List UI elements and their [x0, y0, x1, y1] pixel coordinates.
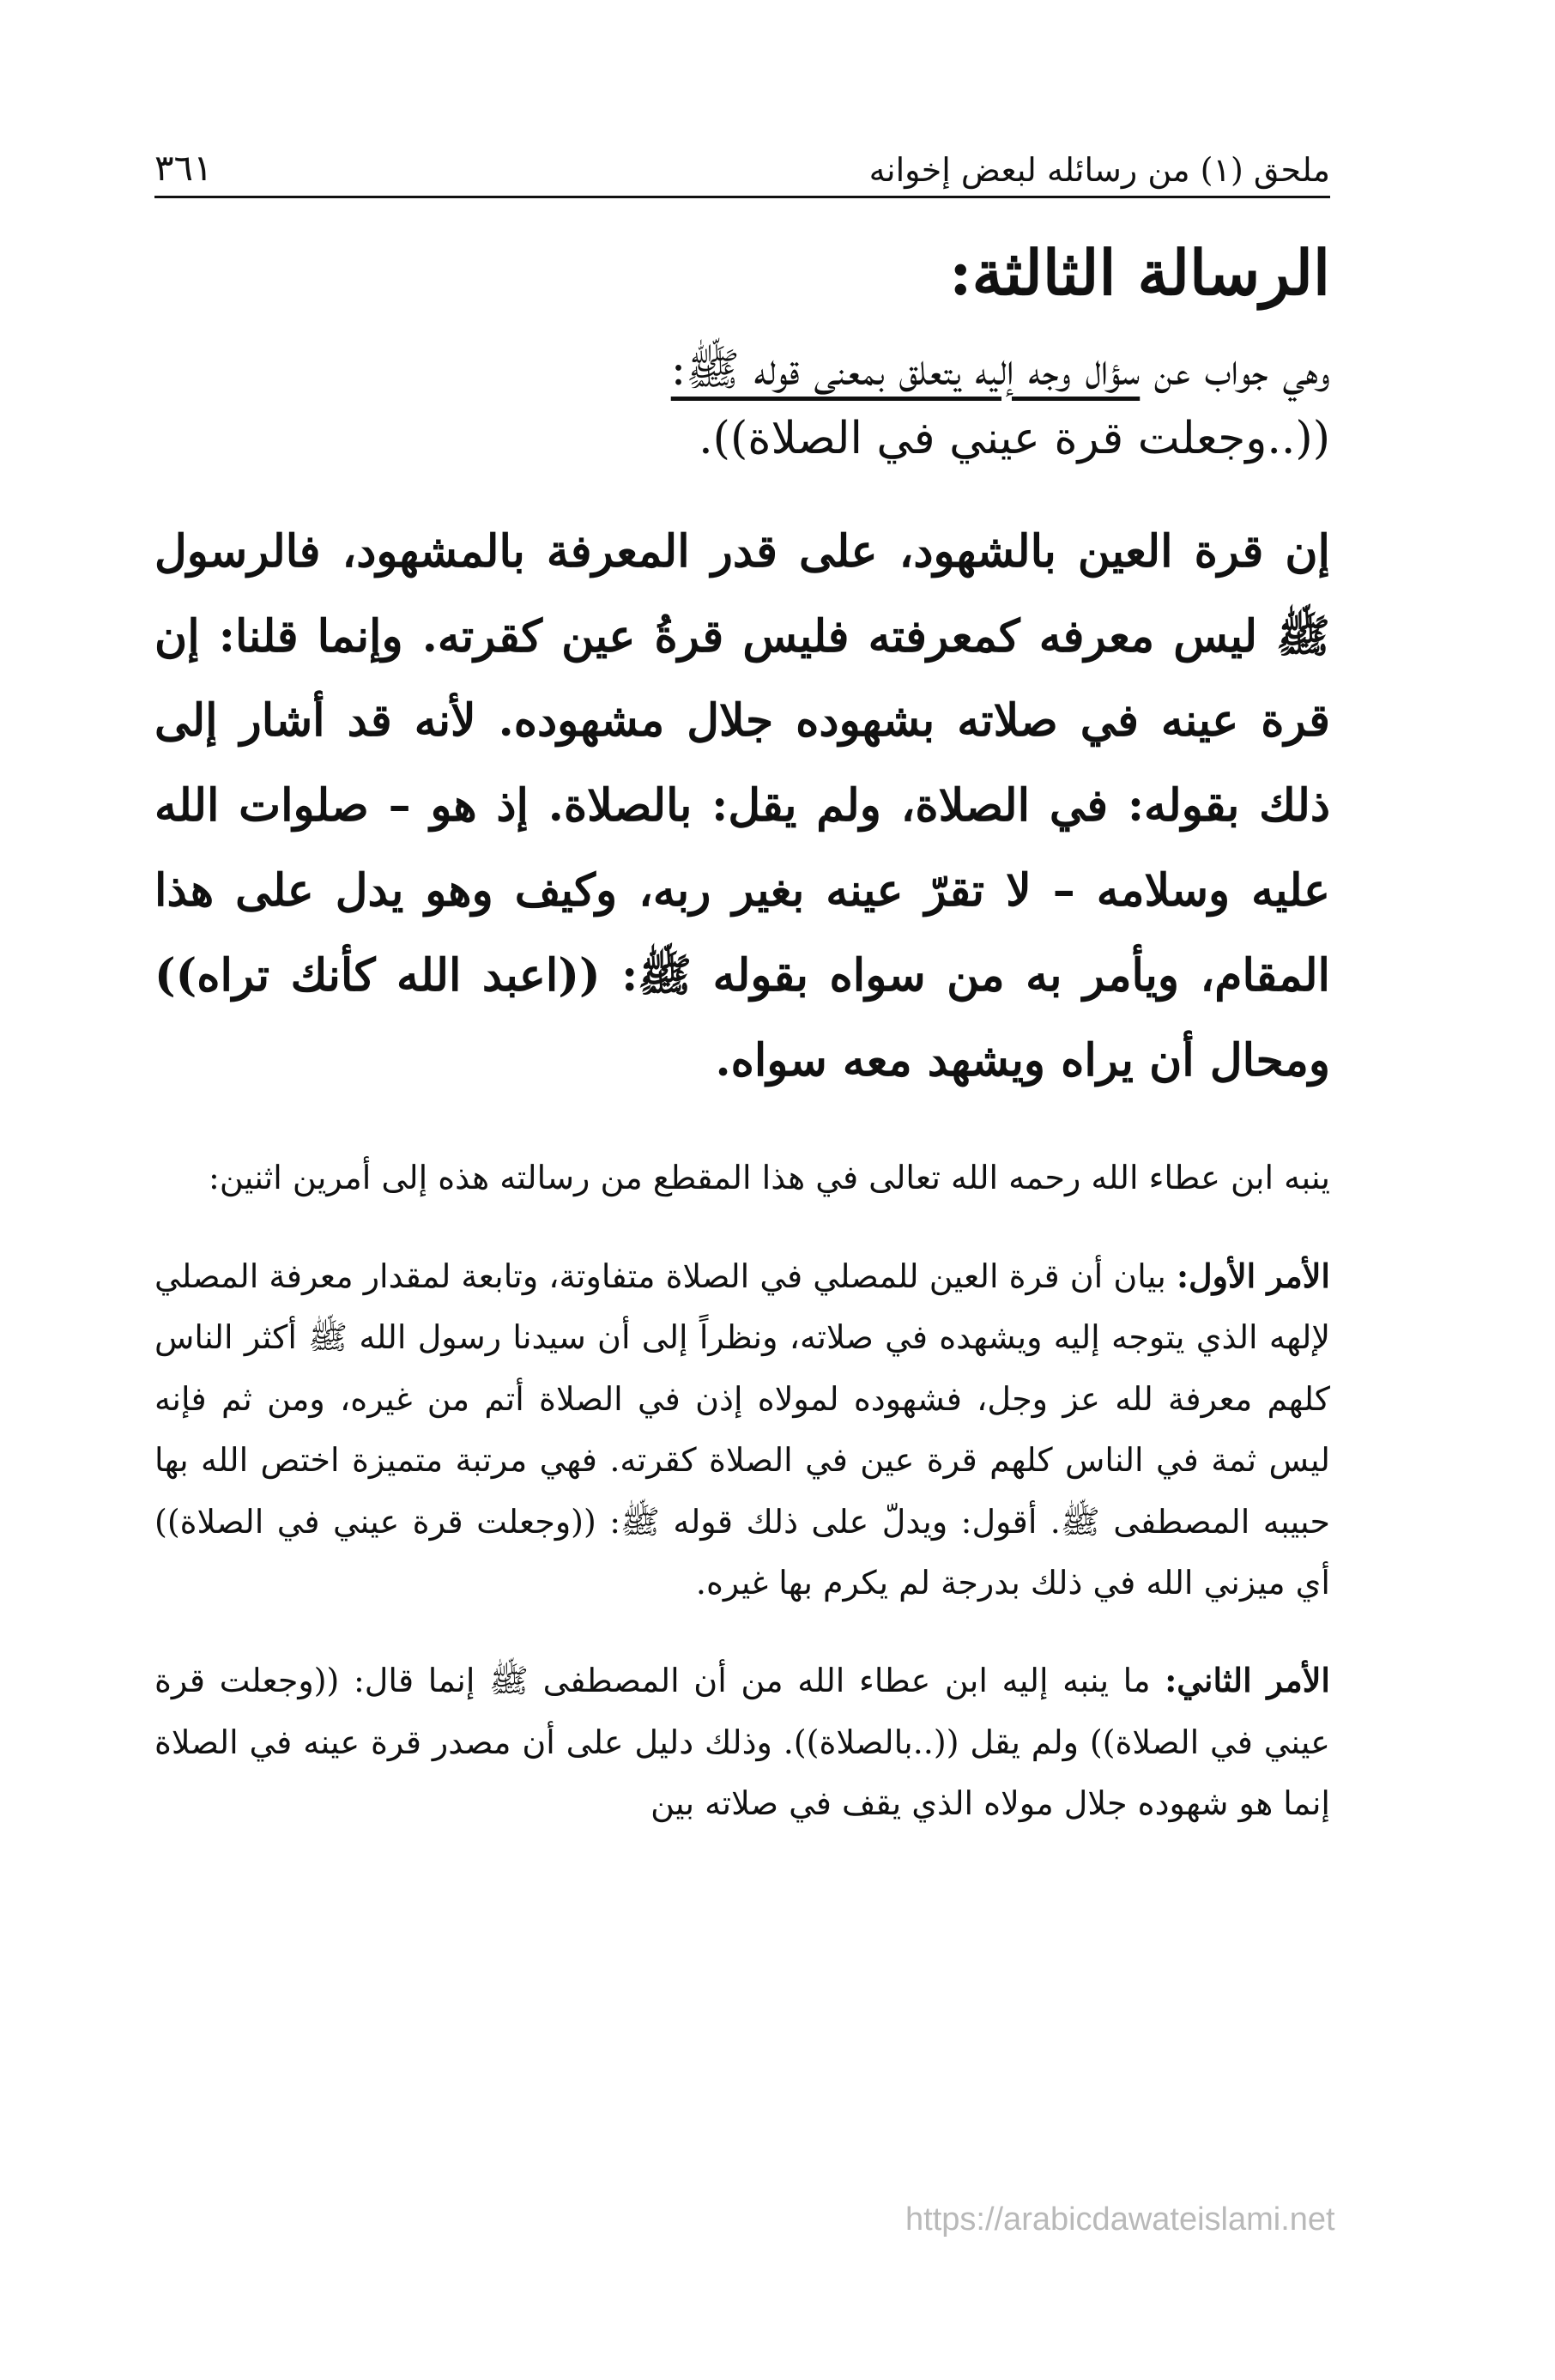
main-text: إن قرة العين بالشهود، على قدر المعرفة بالمشهود، فالرسول ﷺ ليس معرفه كمعرفته فليس قرةُ عين كقرته. وإنما قلنا: إن قرة عينه في صلاته بشهوده جلال مشهوده. لأنه قد أشار إلى ذلك بقوله: في الصلاة، ولم يقل: بالصلاة. إذ هو – صلوات الله عليه وسلامه – لا تقرّ عينه بغير ربه، وكيف وهو يدل على هذا المقام، ويأمر به من سواه بقوله ﷺ: ((اعبد الله كأنك تراه)) ومحال أن يراه ويشهد معه سواه. — [154, 524, 1330, 1087]
intro-lead: وهي جواب عن — [1153, 343, 1330, 396]
section-title: الرسالة الثالثة: — [949, 236, 1330, 309]
intro-quote: ((..وجعلت قرة عيني في الصلاة)). — [699, 413, 1330, 465]
second-point-label: الأمر الثاني: — [1165, 1661, 1330, 1700]
page-number: ٣٦١ — [154, 147, 213, 189]
watermark-url: https://arabicdawateislami.net — [905, 2201, 1335, 2238]
first-point-label: الأمر الأول: — [1176, 1256, 1330, 1295]
running-title: ملحق (١) من رسائله لبعض إخوانه — [868, 151, 1330, 189]
first-point-text: بيان أن قرة العين للمصلي في الصلاة متفاوتة، وتابعة لمقدار معرفة المصلي لإلهه الذي يتوجه إليه ويشهده في صلاته، ونظراً إلى أن سيدنا رسول الله ﷺ أكثر الناس كلهم معرفة لله عز وجل، فشهوده لمولاه إذن في الصلاة أتم من غيره، ومن ثم فإنه ليس ثمة في الناس كلهم قرة عين في الصلاة كقرته. فهي مرتبة متميزة اختص الله بها حبيبه المصطفى ﷺ. أقول: ويدلّ على ذلك قوله ﷺ: ((وجعلت قرة عيني في الصلاة)) أي ميزني الله في ذلك بدرجة لم يكرم بها غيره. — [154, 1257, 1330, 1602]
second-point-text: ما ينبه إليه ابن عطاء الله من أن المصطفى ﷺ إنما قال: ((وجعلت قرة عيني في الصلاة)) ولم يقل ((..بالصلاة)). وذلك دليل على أن مصدر قرة عينه في الصلاة إنما هو شهوده جلال مولاه الذي يقف في صلاته بين — [154, 1662, 1330, 1823]
intro-underlined: سؤال وجه إليه يتعلق بمعنى قوله ﷺ: — [670, 343, 1141, 396]
second-point — [154, 1650, 1330, 1834]
note-intro: ينبه ابن عطاء الله رحمه الله تعالى في هذا المقطع من رسالته هذه إلى أمرين اثنين: — [209, 1159, 1330, 1197]
intro-paragraph — [154, 336, 1330, 474]
book-page — [154, 120, 1330, 1868]
first-point — [154, 1245, 1330, 1614]
running-header — [154, 120, 1330, 198]
